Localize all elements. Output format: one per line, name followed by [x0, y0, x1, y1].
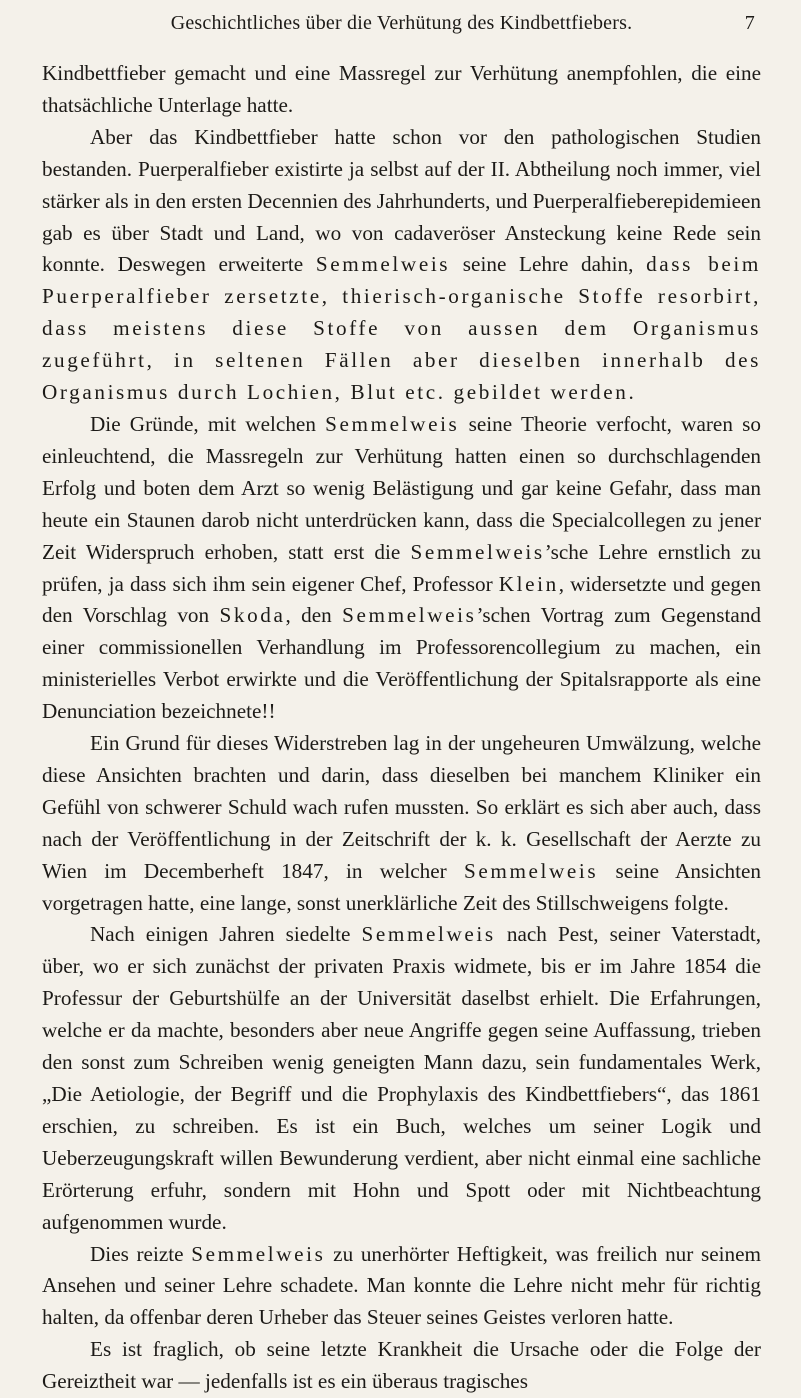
paragraph — [42, 728, 761, 919]
text-run: ’sche Lehre ernstlich zu prüfen, ja dass sich ihm sein eigener Chef, Professor — [42, 539, 762, 596]
spaced-text: Semmelweis — [191, 1241, 326, 1266]
text-run: Es ist fraglich, ob seine letzte Krankheit die Ursache oder die Folge der Gereiztheit war — jedenfalls ist es ein überaus tragisches — [42, 1337, 761, 1394]
spaced-text: dass beim Puerperalfieber zersetzte, thierisch-organische Stoffe resorbirt, dass meistens diese Stoffe von aussen dem Organismus zugeführt, in seltenen Fällen aber dieselben innerhalb des Organismus durch Lochien, Blut etc. gebildet werden. — [42, 252, 761, 405]
spaced-text: Semmelweis — [410, 539, 545, 564]
text-run: seine Theorie verfocht, waren so einleuchtend, die Massregeln zur Verhütung hatten einen so durchschlagenden Erfolg und boten dem Arzt so wenig Belästigung und gar keine Gefahr, dass man heute ein Staunen darob nicht unterdrücken kann, dass die Specialcollegen zu jener Zeit Widerspruch erhoben, statt erst die — [42, 411, 761, 564]
text-run: Aber das Kindbettfieber hatte schon vor den pathologischen Studien bestanden. Puerperalfieber existirte ja selbst auf der II. Abtheilung noch immer, viel stärker als in den ersten Decennien des Jahrhunderts, und Puerperalfieberepidemieen gab es über Stadt und Land, wo von cadaveröser Ansteckung keine Rede sein konnte. Deswegen erweiterte — [42, 124, 761, 277]
text-run: , widersetzte und gegen den Vorschlag von — [42, 571, 762, 628]
spaced-text: Semmelweis — [342, 603, 477, 628]
text-run: zu unerhörter Heftigkeit, was freilich nur seinem Ansehen und seiner Lehre schadete. Man konnte die Lehre nicht mehr für richtig halten, da offenbar deren Urheber das Steuer seines Geistes verloren hatte. — [42, 1241, 761, 1330]
paragraph — [42, 1239, 761, 1335]
spaced-text: Semmelweis — [361, 922, 496, 947]
text-run: , den — [285, 603, 343, 628]
body-text — [42, 58, 761, 1398]
spaced-text: Klein — [498, 571, 559, 596]
paragraph — [42, 409, 761, 728]
running-head — [42, 12, 761, 58]
text-run: Ein Grund für dieses Widerstreben lag in der ungeheuren Umwälzung, welche diese Ansichten brachten und darin, dass dieselben bei manchem Kliniker ein Gefühl von schwerer Schuld wach rufen mussten. So erklärt es sich aber auch, dass nach der Veröffentlichung in der Zeitschrift der k. k. Gesellschaft der Aerzte zu Wien im Decemberheft 1847, in welcher — [42, 731, 761, 883]
page-number: 7 — [744, 12, 755, 34]
spaced-text: Semmelweis — [325, 411, 460, 436]
text-run: Kindbettfieber gemacht und eine Massregel zur Verhütung anempfohlen, die eine thatsächliche Unterlage hatte. — [42, 61, 761, 117]
paragraph — [42, 919, 761, 1238]
text-run: seine Lehre dahin, — [450, 252, 647, 277]
text-run: ’schen Vortrag zum Gegenstand einer commissionellen Verhandlung im Professorencollegium zu machen, ein ministerielles Verbot erwirkte und die Veröffentlichung der Spitalsrapporte als eine Denunciation bezeichnete!! — [42, 603, 762, 724]
paragraph — [42, 1334, 761, 1398]
spaced-text: Semmelweis — [463, 858, 599, 883]
text-run: nach Pest, seiner Vaterstadt, über, wo er sich zunächst der privaten Praxis widmete, bis er im Jahre 1854 die Professur der Geburtshülfe an der Universität daselbst erhielt. Die Erfahrungen, welche er da machte, besonders aber neue Angriffe gegen seine Auffassung, trieben den sonst zum Schreiben wenig geneigten Mann dazu, sein fundamentales Werk, „Die Aetiologie, der Begriff und die Prophylaxis des Kindbettfiebers“, das 1861 erschien, zu schreiben. Es ist ein Buch, welches um seiner Logik und Ueberzeugungskraft willen Bewunderung verdient, aber nicht einmal eine sachliche Erörterung erfuhr, sondern mit Hohn und Spott oder mit Nichtbeachtung aufgenommen wurde. — [42, 922, 761, 1234]
spaced-text: Skoda — [219, 603, 286, 628]
text-run: Dies reizte — [90, 1241, 192, 1266]
spaced-text: Semmelweis — [315, 252, 451, 277]
text-run: Nach einigen Jahren siedelte — [90, 922, 362, 947]
text-run: Die Gründe, mit welchen — [90, 411, 326, 436]
paragraph — [42, 58, 761, 122]
text-run: seine Ansichten vorgetragen hatte, eine lange, sonst unerklärliche Zeit des Stillschweigens folgte. — [42, 858, 761, 915]
running-title: Geschichtliches über die Verhütung des Kindbettfiebers. — [170, 12, 633, 34]
paragraph — [42, 122, 761, 409]
